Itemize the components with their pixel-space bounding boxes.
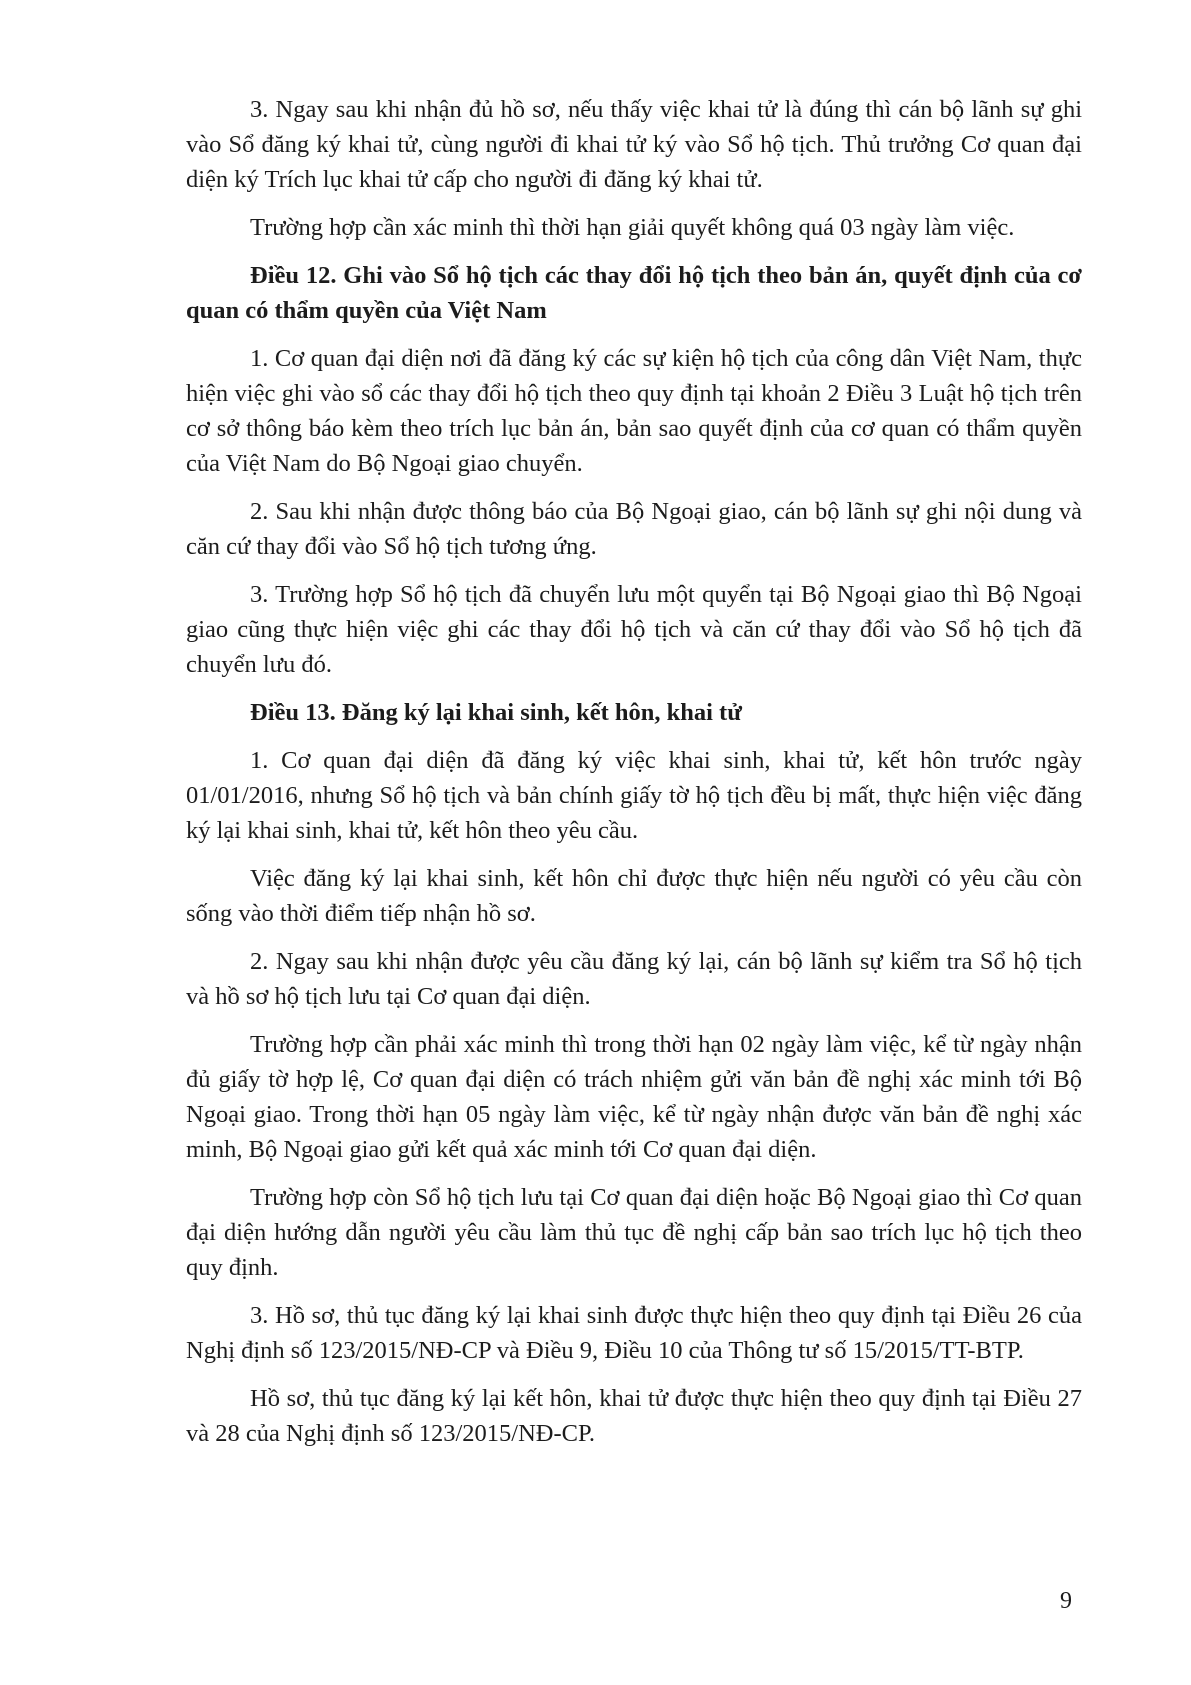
page-number: 9 [1060, 1588, 1072, 1614]
paragraph-article-13-condition: Việc đăng ký lại khai sinh, kết hôn chỉ được thực hiện nếu người có yêu cầu còn sống vào thời điểm tiếp nhận hồ sơ. [186, 865, 1082, 927]
paragraph-article-12-clause-3: 3. Trường hợp Sổ hộ tịch đã chuyển lưu một quyển tại Bộ Ngoại giao thì Bộ Ngoại giao cũng thực hiện việc ghi các thay đổi hộ tịch và căn cứ thay đổi vào Sổ hộ tịch đã chuyển lưu đó. [186, 581, 1082, 678]
paragraph-article-13-marriage-death: Hồ sơ, thủ tục đăng ký lại kết hôn, khai tử được thực hiện theo quy định tại Điều 27 và 28 của Nghị định số 123/2015/NĐ-CP. [186, 1385, 1082, 1447]
paragraph-article-13-existing-records: Trường hợp còn Sổ hộ tịch lưu tại Cơ quan đại diện hoặc Bộ Ngoại giao thì Cơ quan đại diện hướng dẫn người yêu cầu làm thủ tục đề nghị cấp bản sao trích lục hộ tịch theo quy định. [186, 1184, 1082, 1281]
article-12-heading: Điều 12. Ghi vào Sổ hộ tịch các thay đổi hộ tịch theo bản án, quyết định của cơ quan có thẩm quyền của Việt Nam [186, 262, 1082, 324]
paragraph-article-13-verification: Trường hợp cần phải xác minh thì trong thời hạn 02 ngày làm việc, kể từ ngày nhận đủ giấy tờ hợp lệ, Cơ quan đại diện có trách nhiệm gửi văn bản đề nghị xác minh tới Bộ Ngoại giao. Trong thời hạn 05 ngày làm việc, kể từ ngày nhận được văn bản đề nghị xác minh, Bộ Ngoại giao gửi kết quả xác minh tới Cơ quan đại diện. [186, 1031, 1082, 1163]
paragraph-article-13-clause-2: 2. Ngay sau khi nhận được yêu cầu đăng ký lại, cán bộ lãnh sự kiểm tra Sổ hộ tịch và hồ sơ hộ tịch lưu tại Cơ quan đại diện. [186, 948, 1082, 1010]
paragraph-verification-deadline: Trường hợp cần xác minh thì thời hạn giải quyết không quá 03 ngày làm việc. [250, 214, 1015, 241]
paragraph-death-registration-step-3: 3. Ngay sau khi nhận đủ hồ sơ, nếu thấy việc khai tử là đúng thì cán bộ lãnh sự ghi vào Sổ đăng ký khai tử, cùng người đi khai tử ký vào Sổ hộ tịch. Thủ trưởng Cơ quan đại diện ký Trích lục khai tử cấp cho người đi đăng ký khai tử. [186, 96, 1082, 193]
article-13-heading: Điều 13. Đăng ký lại khai sinh, kết hôn, khai tử [250, 699, 742, 726]
paragraph-article-12-clause-2: 2. Sau khi nhận được thông báo của Bộ Ngoại giao, cán bộ lãnh sự ghi nội dung và căn cứ thay đổi vào Sổ hộ tịch tương ứng. [186, 498, 1082, 560]
paragraph-article-12-clause-1: 1. Cơ quan đại diện nơi đã đăng ký các sự kiện hộ tịch của công dân Việt Nam, thực hiện việc ghi vào sổ các thay đổi hộ tịch theo quy định tại khoản 2 Điều 3 Luật hộ tịch trên cơ sở thông báo kèm theo trích lục bản án, bản sao quyết định của cơ quan có thẩm quyền của Việt Nam do Bộ Ngoại giao chuyển. [186, 345, 1082, 477]
document-body [186, 92, 1082, 1464]
paragraph-article-13-clause-1: 1. Cơ quan đại diện đã đăng ký việc khai sinh, khai tử, kết hôn trước ngày 01/01/2016, nhưng Sổ hộ tịch và bản chính giấy tờ hộ tịch đều bị mất, thực hiện việc đăng ký lại khai sinh, khai tử, kết hôn theo yêu cầu. [186, 747, 1082, 844]
paragraph-article-13-clause-3: 3. Hồ sơ, thủ tục đăng ký lại khai sinh được thực hiện theo quy định tại Điều 26 của Nghị định số 123/2015/NĐ-CP và Điều 9, Điều 10 của Thông tư số 15/2015/TT-BTP. [186, 1302, 1082, 1364]
